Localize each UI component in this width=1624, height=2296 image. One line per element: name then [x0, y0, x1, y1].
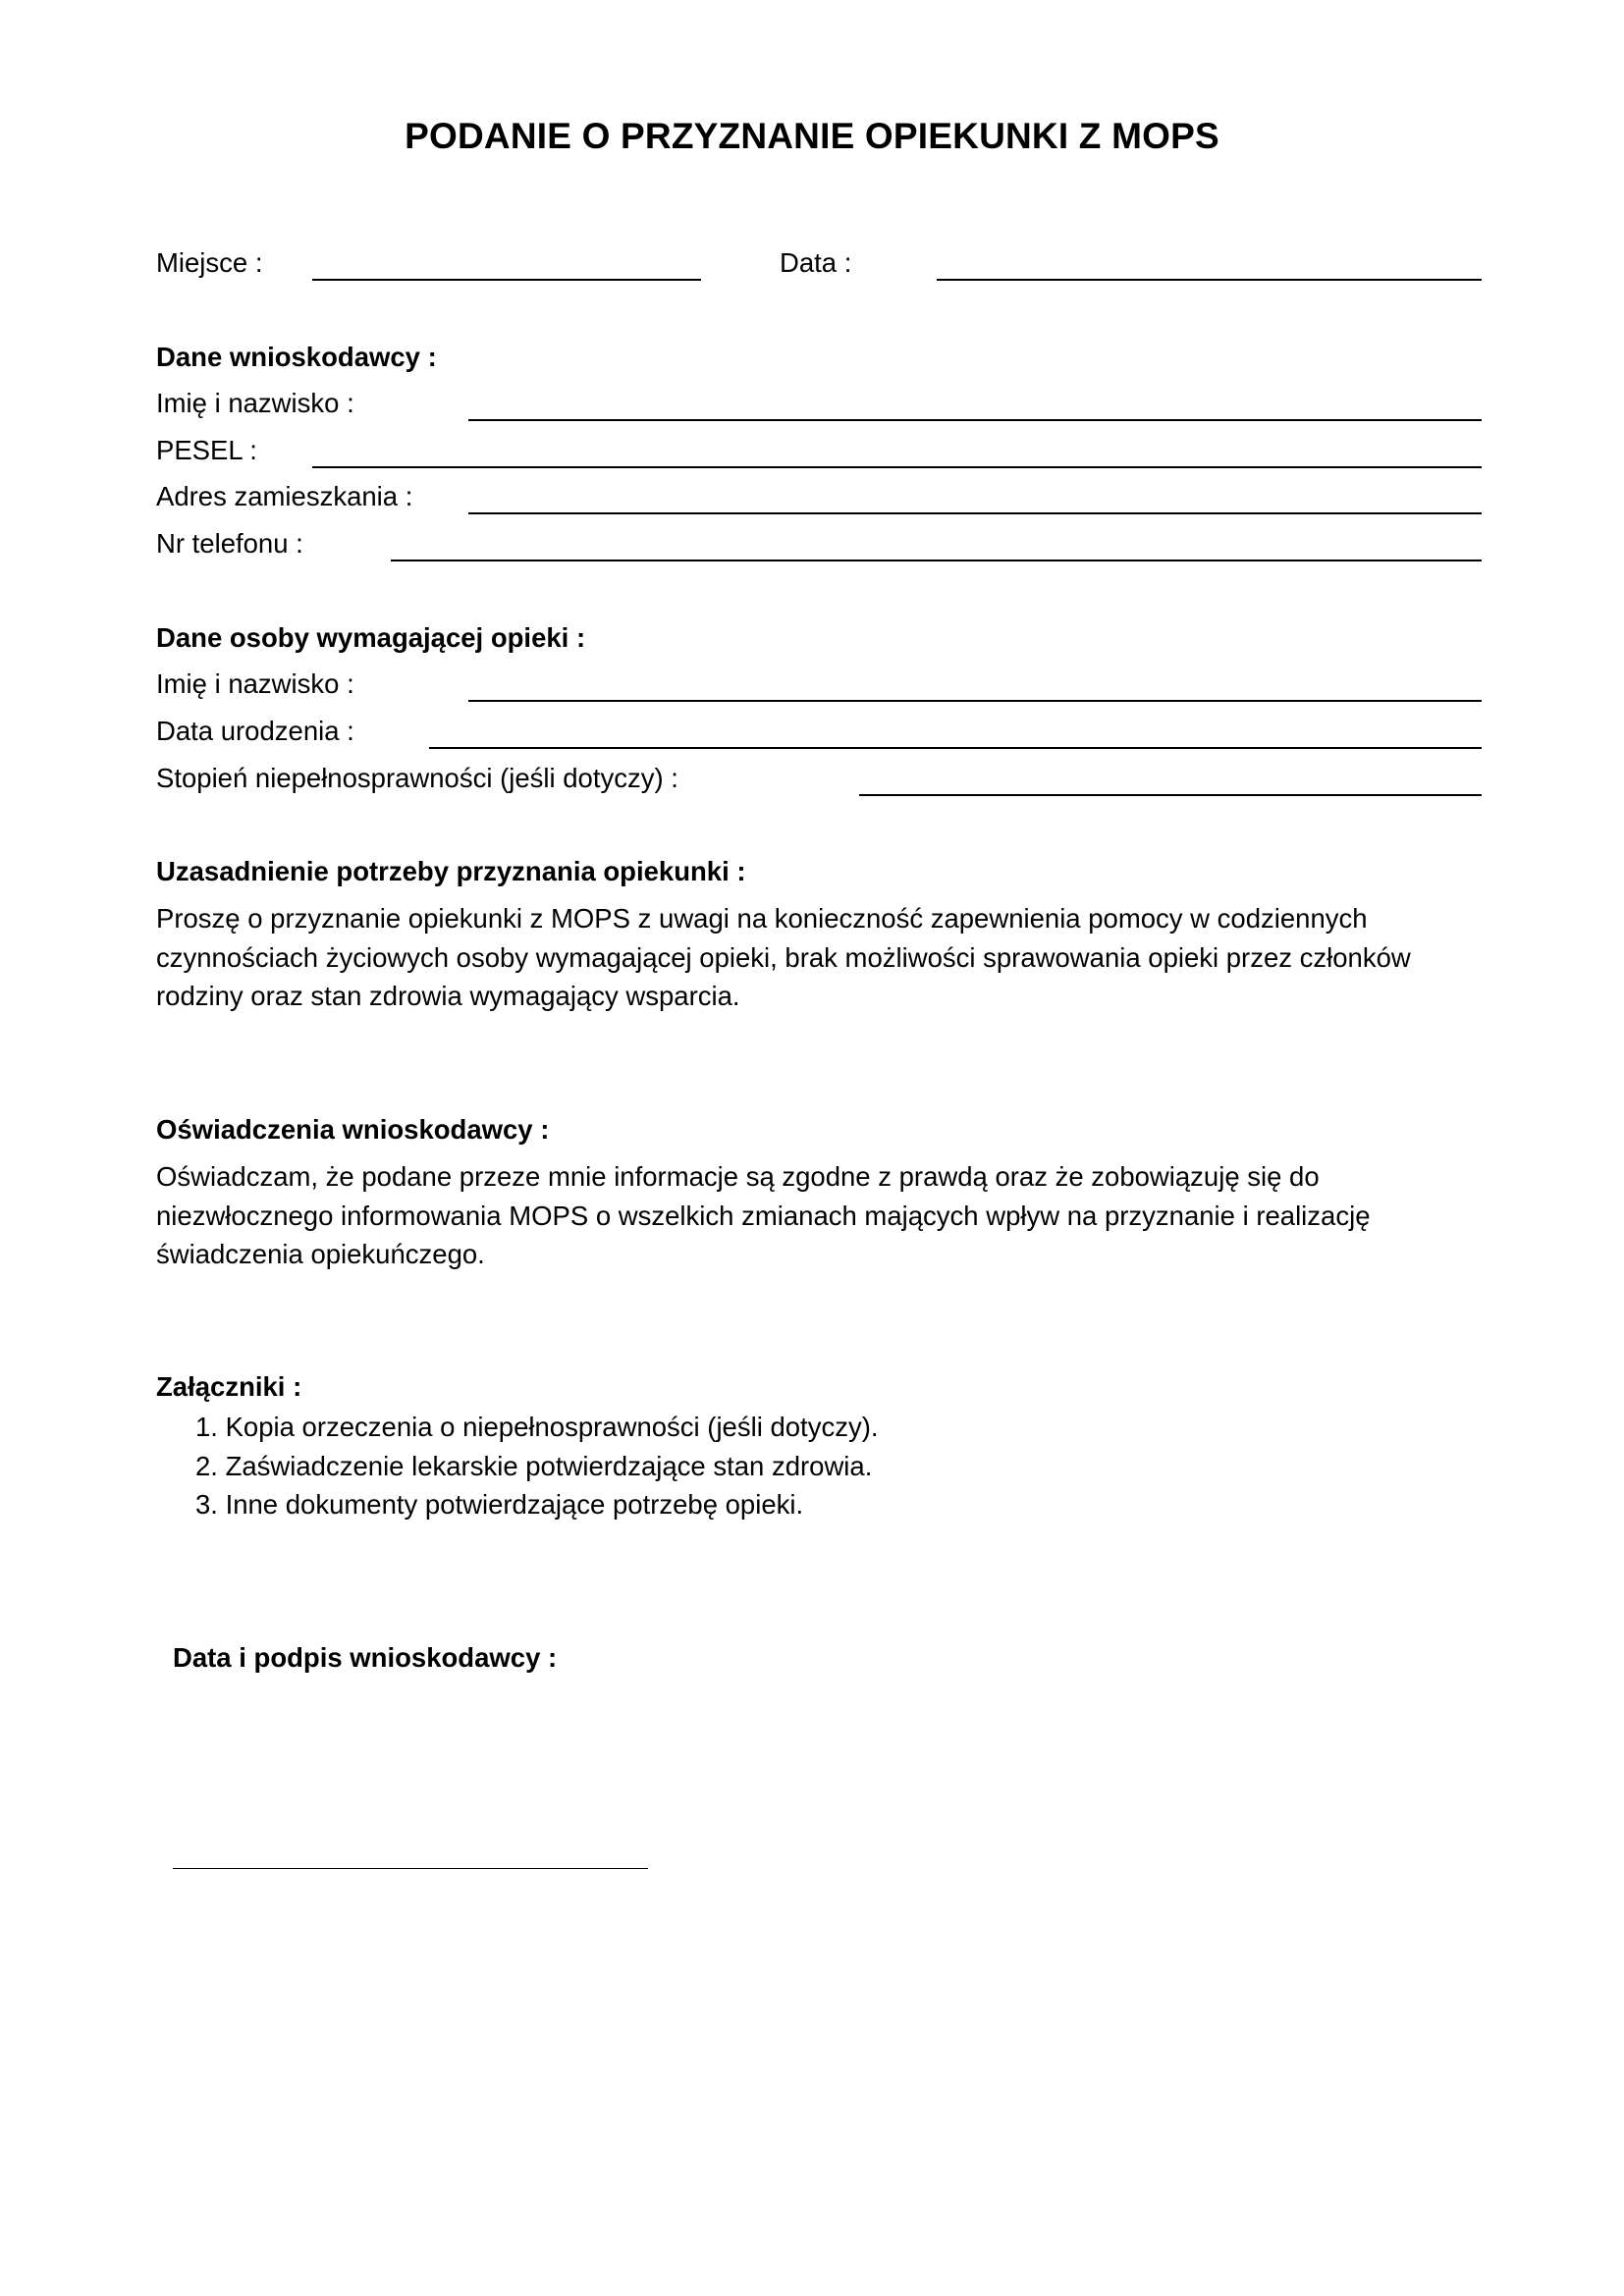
applicant-address-label: Adres zamieszkania :: [156, 481, 413, 511]
care-recipient-disability-field-line[interactable]: [859, 794, 1482, 796]
care-recipient-name-label: Imię i nazwisko :: [156, 668, 354, 699]
care-recipient-birth-date-label: Data urodzenia :: [156, 716, 354, 746]
applicant-pesel-field-line[interactable]: [312, 466, 1482, 468]
attachment-item: 2. Zaświadczenie lekarskie potwierdzające stan zdrowia.: [195, 1450, 873, 1481]
applicant-name-field-line[interactable]: [468, 419, 1482, 421]
declaration-text: Oświadczam, że podane przeze mnie informacje są zgodne z prawdą oraz że zobowiązuję się do niezwłocznego informowania MOPS o wszelkich zmianach mających wpływ na przyznanie i realizację świadczenia opiekuńczego.: [156, 1161, 1371, 1269]
care-recipient-name-field-line[interactable]: [468, 700, 1482, 702]
applicant-phone-field-line[interactable]: [391, 560, 1482, 561]
care-recipient-birth-date-field-line[interactable]: [429, 747, 1482, 749]
place-field-line[interactable]: [312, 279, 701, 281]
applicant-name-label: Imię i nazwisko :: [156, 388, 354, 418]
justification-text: Proszę o przyznanie opiekunki z MOPS z uwagi na konieczność zapewnienia pomocy w codziennych czynnościach życiowych osoby wymagającej opieki, brak możliwości sprawowania opieki przez członków rodziny oraz stan zdrowia wymagający wsparcia.: [156, 903, 1411, 1011]
applicant-pesel-label: PESEL :: [156, 435, 257, 465]
applicant-address-field-line[interactable]: [468, 512, 1482, 514]
place-label: Miejsce :: [156, 247, 263, 278]
date-label: Data :: [780, 247, 852, 278]
attachments-section-heading: Załączniki :: [156, 1371, 302, 1402]
care-recipient-section-heading: Dane osoby wymagającej opieki :: [156, 622, 586, 653]
applicant-section-heading: Dane wnioskodawcy :: [156, 342, 437, 372]
care-recipient-disability-label: Stopień niepełnosprawności (jeśli dotyczy) :: [156, 763, 678, 793]
document-title: PODANIE O PRZYZNANIE OPIEKUNKI Z MOPS: [405, 116, 1219, 156]
attachment-item: 3. Inne dokumenty potwierdzające potrzebę opieki.: [195, 1489, 804, 1520]
declaration-section-heading: Oświadczenia wnioskodawcy :: [156, 1114, 550, 1145]
attachment-item: 1. Kopia orzeczenia o niepełnosprawności (jeśli dotyczy).: [195, 1412, 879, 1442]
justification-section-heading: Uzasadnienie potrzeby przyznania opiekunki :: [156, 856, 746, 886]
signature-heading: Data i podpis wnioskodawcy :: [173, 1642, 558, 1673]
date-field-line[interactable]: [937, 279, 1482, 281]
signature-line[interactable]: [173, 1868, 648, 1869]
attachments-list: [195, 1408, 879, 1524]
applicant-phone-label: Nr telefonu :: [156, 528, 303, 559]
